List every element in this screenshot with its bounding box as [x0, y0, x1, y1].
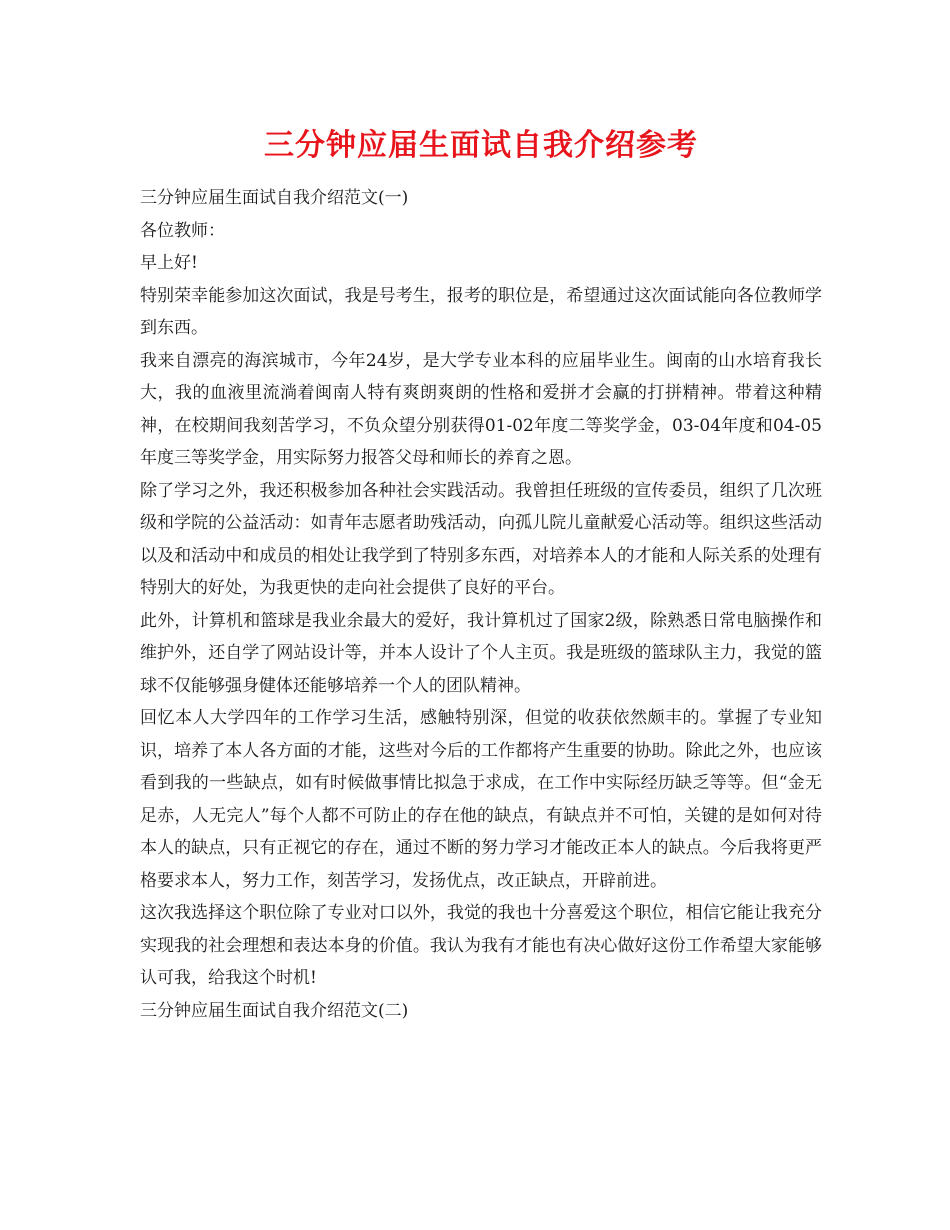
paragraph-intro: 特别荣幸能参加这次面试，我是号考生，报考的职位是，希望通过这次面试能向各位教师学到东西。	[140, 285, 822, 338]
section-heading-2: 三分钟应届生面试自我介绍范文(二)	[140, 1000, 409, 1021]
paragraph-hobbies: 此外，计算机和篮球是我业余最大的爱好，我计算机过了国家2级，除熟悉日常电脑操作和维护外，还自学了网站设计等，并本人设计了个人主页。我是班级的篮球队主力，我觉的篮球不仅能够强身健体还能够培养一个人的团队精神。	[140, 610, 822, 696]
section-heading-1: 三分钟应届生面试自我介绍范文(一)	[140, 188, 409, 208]
paragraph-background: 我来自漂亮的海滨城市，今年24岁，是大学专业本科的应届毕业生。闽南的山水培育我长大，我的血液里流淌着闽南人特有爽朗爽朗的性格和爱拼才会赢的打拼精神。带着这种精神，在校期间我刻苦学习，不负众望分别获得01-02年度二等奖学金，03-04年度和04-05年度三等奖学金，用实际努力报答父母和师长的养育之恩。	[140, 350, 822, 468]
salutation: 各位教师：	[140, 220, 225, 241]
document-title: 三分钟应届生面试自我介绍参考	[264, 128, 698, 163]
paragraph-reflection: 回忆本人大学四年的工作学习生活，感触特别深，但觉的收获依然颇丰的。掌握了专业知识，培养了本人各方面的才能，这些对今后的工作都将产生重要的协助。除此之外，也应该看到我的一些缺点，如有时候做事情比拟急于求成，在工作中实际经历缺乏等等。但“金无足赤，人无完人”每个人都不可防止的存在他的缺点，有缺点并不可怕，关键的是如何对待本人的缺点，只有正视它的存在，通过不断的努力学习才能改正本人的缺点。今后我将更严格要求本人，努力工作，刻苦学习，发扬优点，改正缺点，开辟前进。	[140, 708, 822, 891]
paragraph-motivation: 这次我选择这个职位除了专业对口以外，我觉的我也十分喜爱这个职位，相信它能让我充分实现我的社会理想和表达本身的价值。我认为我有才能也有决心做好这份工作希望大家能够认可我，给我这个时机!	[140, 903, 822, 988]
document-body	[140, 182, 822, 1027]
paragraph-activities: 除了学习之外，我还积极参加各种社会实践活动。我曾担任班级的宣传委员，组织了几次班级和学院的公益活动：如青年志愿者助残活动，向孤儿院儿童献爱心活动等。组织这些活动以及和活动中和成员的相处让我学到了特别多东西，对培养本人的才能和人际关系的处理有特别大的好处，为我更快的走向社会提供了良好的平台。	[140, 480, 822, 598]
greeting: 早上好!	[140, 253, 198, 273]
